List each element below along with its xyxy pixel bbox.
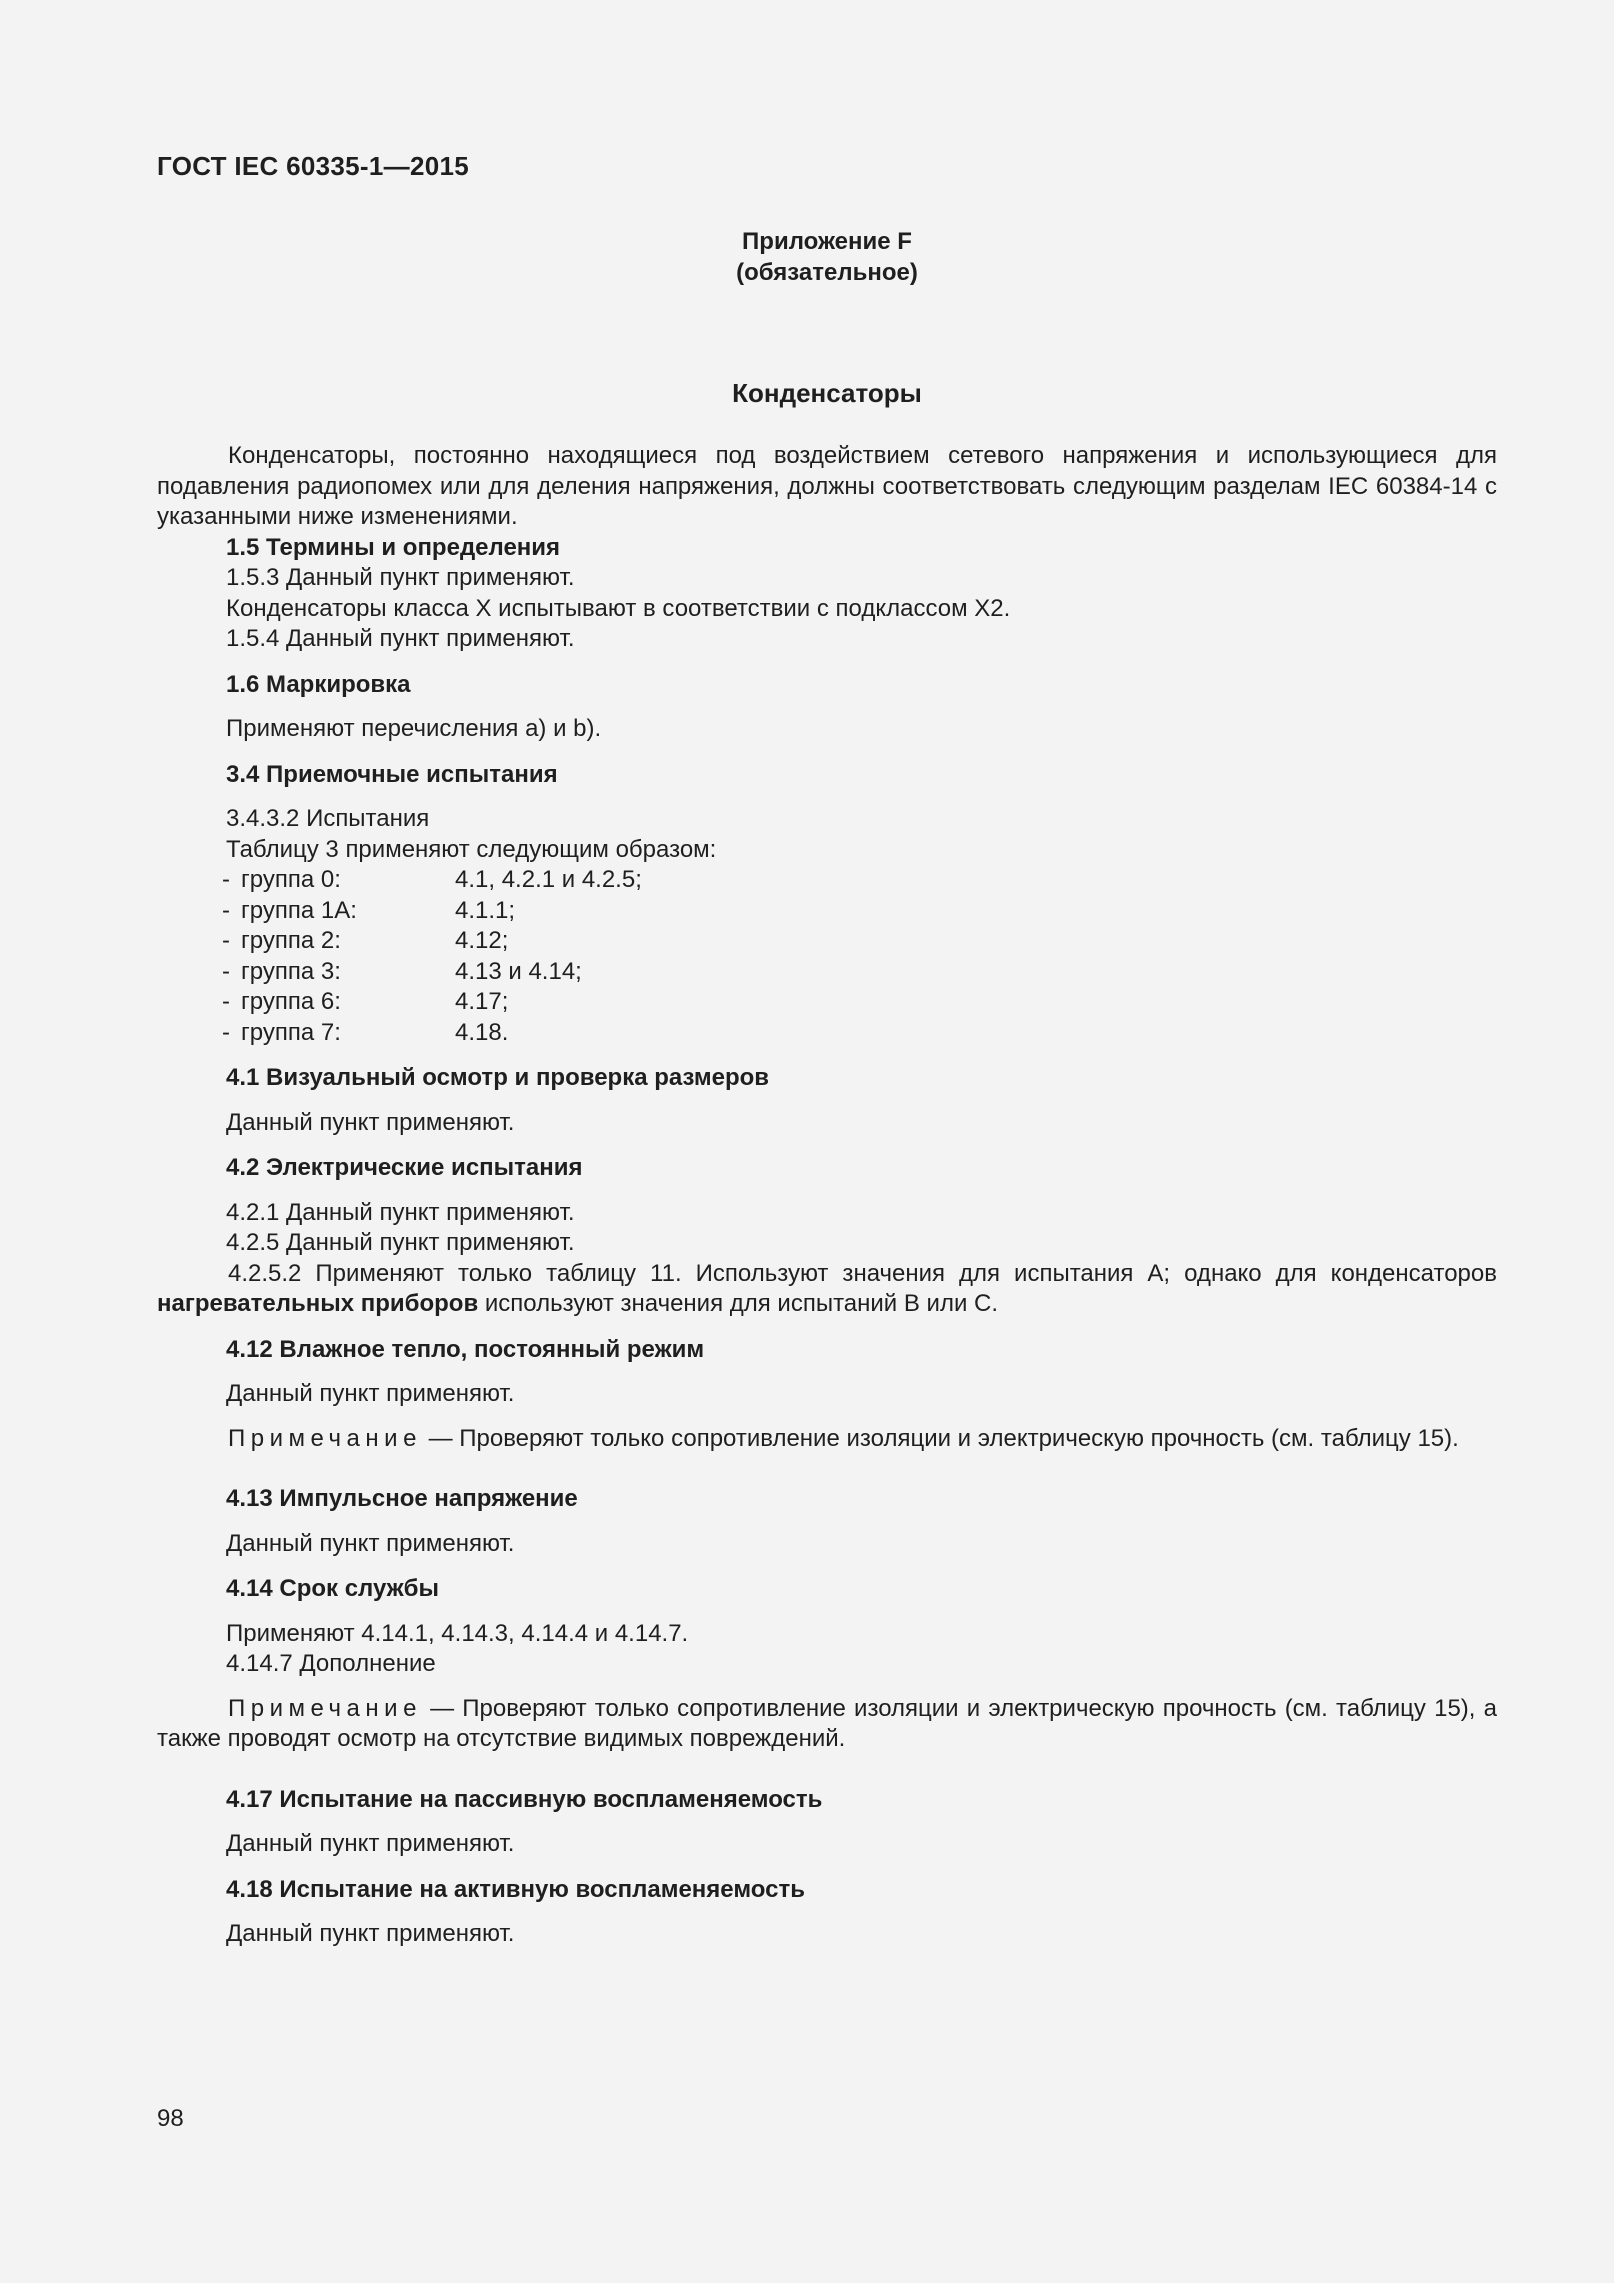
list-item: [157, 1018, 1497, 1049]
note-text: — Проверяют только сопротивление изоляции и электрическую прочность (см. таблицу 15), а также проводят осмотр на отсутствие видимых повреждений.: [157, 1694, 1497, 1752]
document-body: [157, 441, 1497, 1950]
section-4-2-5-2-start: 4.2.5.2 Применяют только таблицу 11. Используют значения для испытания А; однако для конденсаторов: [228, 1259, 1497, 1287]
section-4-17-text: Данный пункт применяют.: [226, 1830, 515, 1857]
section-4-2-5-2-bold: нагревательных приборов: [157, 1290, 479, 1317]
list-item: [157, 957, 1497, 988]
section-1-5-3: 1.5.3 Данный пункт применяют.: [226, 564, 575, 591]
page-number: 98: [157, 2105, 184, 2132]
list-dash: -: [222, 927, 230, 954]
group-value: 4.1, 4.2.1 и 4.2.5;: [455, 866, 642, 893]
list-dash: -: [222, 866, 230, 893]
list-dash: -: [222, 896, 230, 924]
group-value: 4.12;: [455, 927, 509, 954]
group-value: 4.13 и 4.14;: [455, 957, 582, 985]
group-name: группа 6:: [241, 988, 341, 1015]
section-4-12-text: Данный пункт применяют.: [226, 1380, 515, 1407]
section-3-4-table-intro: Таблицу 3 применяют следующим образом:: [226, 835, 717, 863]
group-value: 4.1.1;: [455, 896, 516, 924]
section-4-2-heading: 4.2 Электрические испытания: [226, 1154, 583, 1181]
group-list: [157, 865, 1497, 1048]
list-dash: -: [222, 988, 230, 1015]
annex-label: Приложение F: [742, 228, 912, 255]
section-4-12-note: [157, 1424, 1497, 1455]
note-text: — Проверяют только сопротивление изоляции и электрическую прочность (см. таблицу 15).: [421, 1424, 1459, 1452]
section-1-6-text: Применяют перечисления а) и b).: [226, 715, 602, 742]
section-4-2-1: 4.2.1 Данный пункт применяют.: [226, 1198, 575, 1226]
section-3-4-heading: 3.4 Приемочные испытания: [226, 760, 558, 788]
section-1-5-4: 1.5.4 Данный пункт применяют.: [226, 625, 575, 652]
group-name: группа 2:: [241, 927, 341, 954]
list-item: [157, 987, 1497, 1018]
section-4-1-heading: 4.1 Визуальный осмотр и проверка размеров: [226, 1064, 770, 1091]
group-name: группа 0:: [241, 866, 341, 893]
list-item: [157, 865, 1497, 896]
section-4-12-heading: 4.12 Влажное тепло, постоянный режим: [226, 1335, 705, 1363]
section-4-13-text: Данный пункт применяют.: [226, 1529, 515, 1557]
group-value: 4.18.: [455, 1018, 509, 1046]
section-4-2-5-2-end: используют значения для испытаний В или С.: [478, 1290, 999, 1317]
document-page: [157, 0, 1497, 2283]
document-header: ГОСТ IEC 60335-1—2015: [157, 151, 469, 181]
intro-paragraph: Конденсаторы, постоянно находящиеся под воздействием сетевого напряжения и использующиеся для подавления радиопомех или для деления напряжения, должны соответствовать следующим разделам IEC 60384-14 с указанными ниже изменениями.: [157, 442, 1497, 530]
group-value: 4.17;: [455, 988, 509, 1015]
section-4-13-heading: 4.13 Импульсное напряжение: [226, 1485, 578, 1512]
section-4-1-text: Данный пункт применяют.: [226, 1108, 515, 1136]
note-label: Примечание: [228, 1424, 422, 1452]
group-name: группа 3:: [241, 957, 341, 985]
section-3-4-3-2: 3.4.3.2 Испытания: [226, 805, 430, 832]
group-name: группа 7:: [241, 1018, 341, 1046]
section-1-5-3-text: Конденсаторы класса Х испытывают в соответствии с подклассом Х2.: [226, 594, 1011, 622]
list-dash: -: [222, 957, 230, 985]
section-4-18-text: Данный пункт применяют.: [226, 1920, 515, 1947]
page-title: Конденсаторы: [732, 378, 922, 408]
section-4-14-text: Применяют 4.14.1, 4.14.3, 4.14.4 и 4.14.7.: [226, 1619, 689, 1647]
section-1-5-heading: 1.5 Термины и определения: [226, 533, 561, 561]
note-label: Примечание: [228, 1694, 422, 1722]
section-4-17-heading: 4.17 Испытание на пассивную воспламеняемость: [226, 1785, 823, 1813]
section-4-14-7: 4.14.7 Дополнение: [226, 1650, 436, 1677]
list-item: [157, 926, 1497, 957]
section-4-14-note: [157, 1694, 1497, 1755]
section-4-2-5-2: [157, 1259, 1497, 1320]
group-name: группа 1А:: [241, 896, 357, 924]
section-4-2-5: 4.2.5 Данный пункт применяют.: [226, 1229, 575, 1256]
section-1-6-heading: 1.6 Маркировка: [226, 670, 411, 698]
list-item: [157, 896, 1497, 927]
annex-status: (обязательное): [736, 259, 918, 286]
section-4-14-heading: 4.14 Срок службы: [226, 1575, 439, 1602]
list-dash: -: [222, 1018, 230, 1046]
annex-heading: [157, 226, 1497, 288]
section-4-18-heading: 4.18 Испытание на активную воспламеняемость: [226, 1875, 805, 1903]
